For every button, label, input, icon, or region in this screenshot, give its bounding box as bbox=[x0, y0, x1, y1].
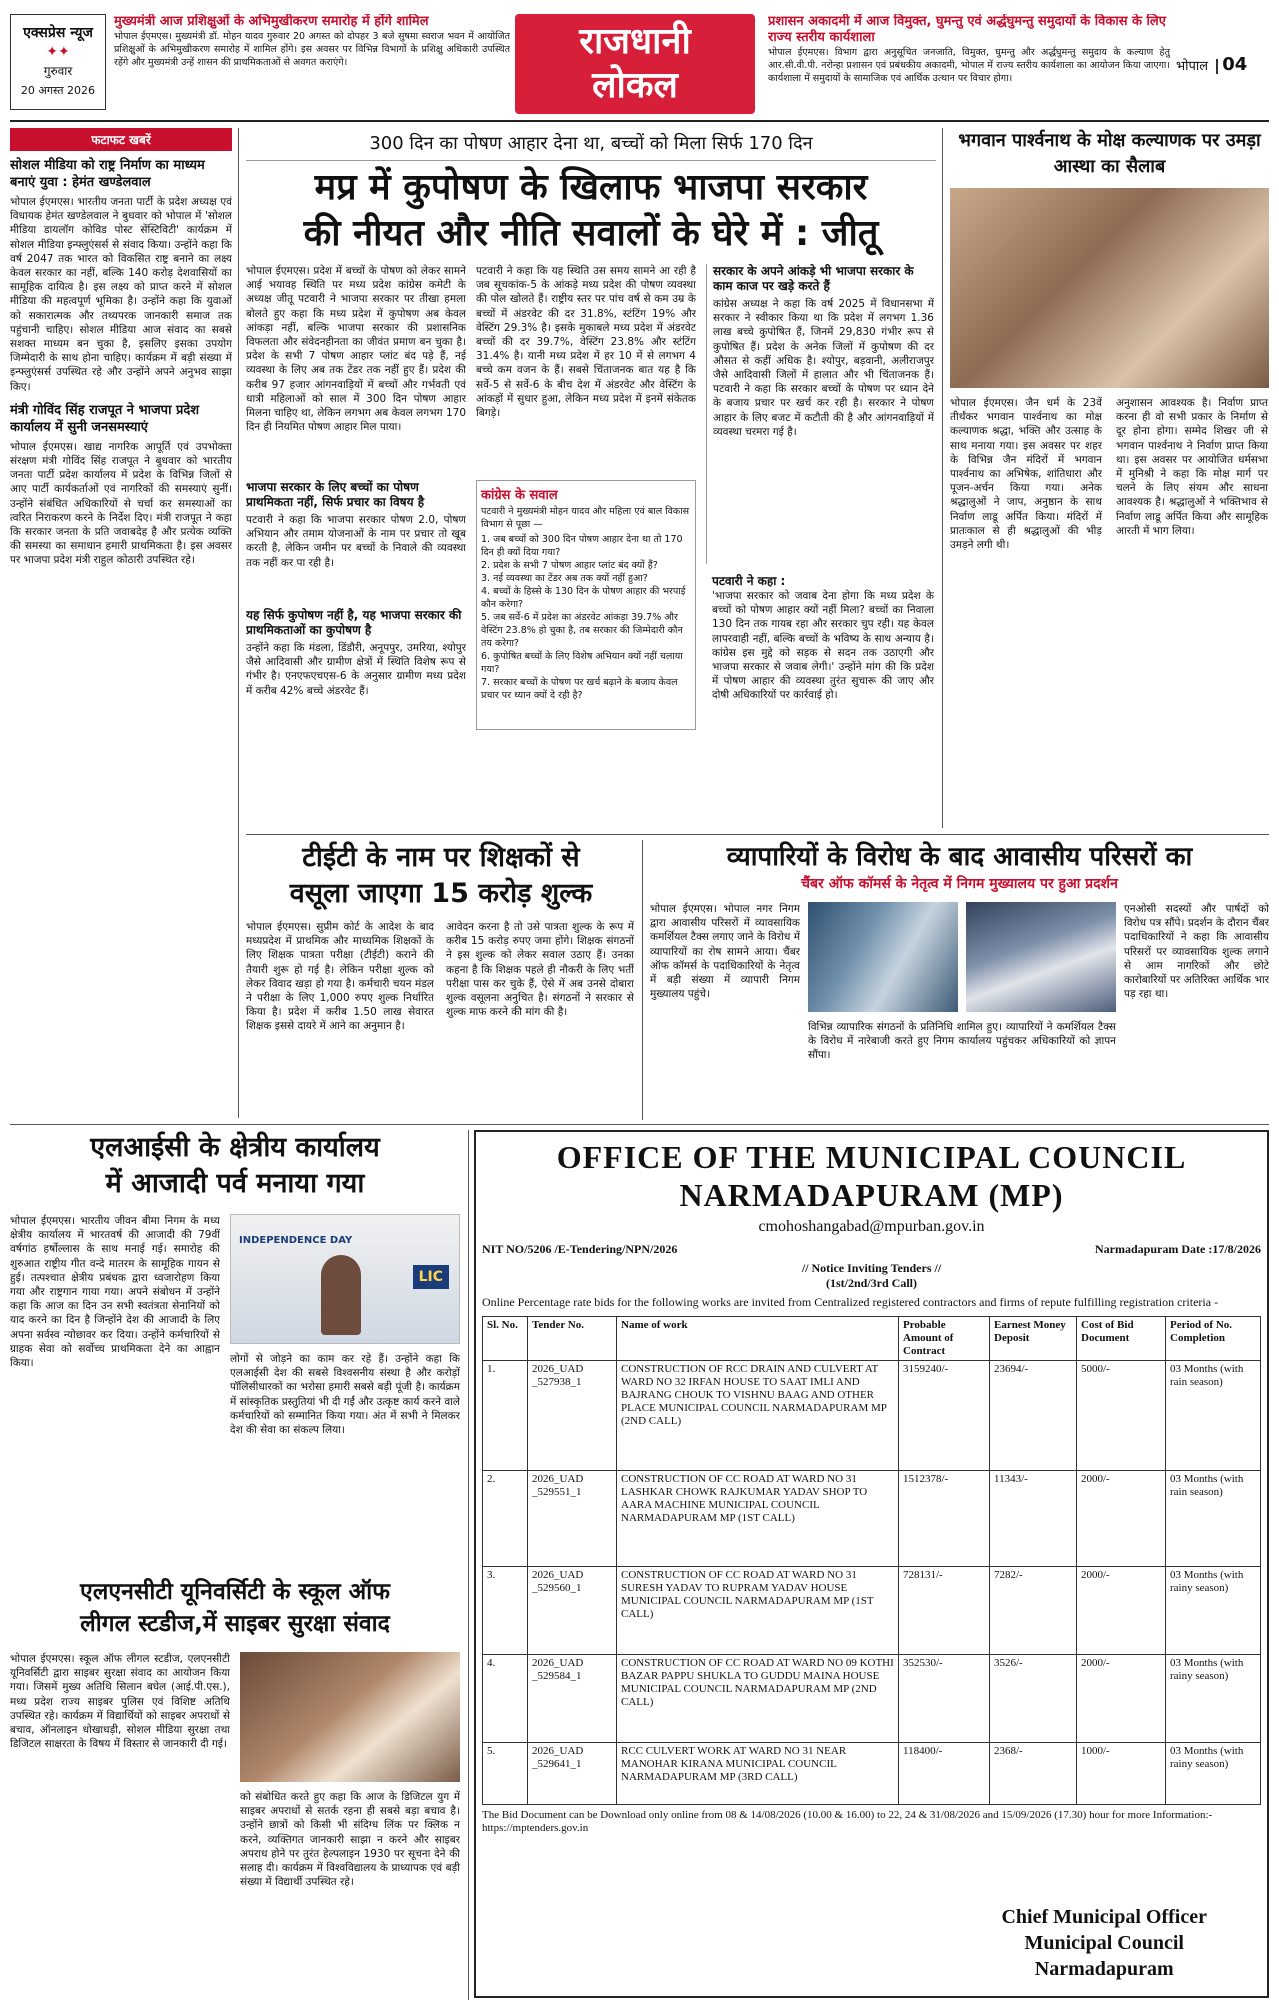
cell-amount: 118400/- bbox=[899, 1743, 990, 1805]
tender-footer-note: The Bid Document can be Download only online from 08 & 14/08/2026 (10.00 & 16.00) to 22, 24 & 31/08/2026 and 15/09/2026 (17.30) hour for more Information:-https://mptenders.gov.in bbox=[482, 1809, 1213, 1834]
lnct-text: भोपाल ईएमएस। स्कूल ऑफ लीगल स्टडीज, एलएनसीटी यूनिवर्सिटी द्वारा साइबर सुरक्षा संवाद का आयोजन किया गया। जिसमें मुख्य अतिथि सिलान बघेल (आई.पी.एस.), मध्य प्रदेश राज्य साइबर पुलिस एवं विशिष्ट अतिथि उपस्थित रहे। कार्यक्रम में विद्यार्थियों को साइबर अपराधों से बचाव, ऑनलाइन धोखाधड़ी, सोशल मीडिया सुरक्षा तथा डिजिटल साक्षरता के विषय में विस्तार से जानकारी दी गई। bbox=[10, 1653, 230, 1751]
lic-story bbox=[10, 1130, 460, 1570]
tender-table bbox=[482, 1316, 1261, 1805]
teacher-headline-line2: वसूला जाएगा 15 करोड़ शुल्क bbox=[289, 878, 593, 909]
top-right-headline: प्रशासन अकादमी में आज विमुक्त, घुमन्तु एवं अर्द्धघुमन्तु समुदायों के विकास के लिए राज्य स्तरीय कार्यशाला bbox=[768, 14, 1166, 45]
lead-col2: पटवारी ने कहा कि यह स्थिति उस समय सामने आ रही है जब सूचकांक-5 के आंकड़े मध्य प्रदेश की पोषण व्यवस्था की पोल खोलते हैं। राष्ट्रीय स्तर पर पांच वर्ष से कम उम्र के बच्चों में अंडरवेट की दर 31.8%, स्टंटिंग 19% और वेस्टिंग 29.3% है। इसके मुकाबले मध्य प्रदेश में अंडरवेट बच्चों की दर 39.7%, वेस्टिंग 23.8% और स्टंटिंग 31.4% है। यानी मध्य प्रदेश में हर 10 में से लगभग 4 बच्चे कम वजन के हैं। सबसे चिंताजनक बात यह है कि सर्वे-5 से सर्वे-6 के बीच देश में अंडरवेट और वेस्टिंग के आंकड़ों में सुधार हुआ, लेकिन मध्य प्रदेश में इनमें संकेतक बिगड़े। bbox=[476, 265, 696, 420]
questions-intro: पटवारी ने मुख्यमंत्री मोहन यादव और महिला एवं बाल विकास विभाग से पूछा — bbox=[481, 506, 690, 530]
brand-box bbox=[10, 14, 106, 110]
top-left-brief bbox=[114, 14, 510, 110]
brand-ornament-icon: ✦✦ bbox=[46, 44, 70, 60]
fatafat-column bbox=[10, 128, 232, 1128]
lead-story bbox=[246, 128, 936, 828]
temple-photo bbox=[950, 188, 1269, 388]
independence-banner: INDEPENDENCE DAY bbox=[239, 1235, 353, 1246]
table-row bbox=[483, 1567, 1261, 1655]
questions-list: 1. जब बच्चों को 300 दिन पोषण आहार देना था तो 170 दिन ही क्यों दिया गया? 2. प्रदेश के सभी 7 पोषण आहार प्लांट बंद क्यों हैं? 3. नई व्यवस्था का टेंडर अब तक क्यों नहीं हुआ? 4. बच्चों के हिस्से के 130 दिन के पोषण आहार की भरपाई कौन करेगा? 5. जब सर्वे-6 में प्रदेश का अंडरवेट आंकड़ा 39.7% और वेस्टिंग 23.8% हो चुका है, तब सरकार की जिम्मेदारी कौन तय करेगा? 6. कुपोषित बच्चों के लिए विशेष अभियान क्यों नहीं चलाया गया? 7. सरकार बच्चों के पोषण पर खर्च बढ़ाने के बजाय केवल प्रचार पर ध्यान क्यों दे रही है? bbox=[481, 534, 686, 701]
cell-work: CONSTRUCTION OF RCC DRAIN AND CULVERT AT WARD NO 32 IRFAN HOUSE TO SAAT IMLI AND BAJRANG CHOUK TO VISHNU BAAG AND OTHER PLACE MUNICIPAL COUNCIL NARMADAPURAM MP (2ND CALL) bbox=[617, 1361, 899, 1471]
lead-sub1-headline: भाजपा सरकार के लिए बच्चों का पोषण प्राथमिकता नहीं, सिर्फ प्रचार का विषय है bbox=[246, 480, 425, 509]
cell-cost: 2000/- bbox=[1077, 1567, 1166, 1655]
podium-figure-icon bbox=[321, 1255, 361, 1335]
notice-title: // Notice Inviting Tenders // bbox=[801, 1261, 942, 1275]
cell-sl: 1. bbox=[483, 1361, 528, 1471]
tender-title-line2: NARMADAPURAM (MP) bbox=[679, 1177, 1064, 1213]
section-title-line2: लोकल bbox=[592, 65, 678, 106]
lead-sub2-headline: यह सिर्फ कुपोषण नहीं है, यह भाजपा सरकार की प्राथमिकताओं का कुपोषण है bbox=[246, 608, 462, 637]
cell-emd: 11343/- bbox=[990, 1471, 1077, 1567]
cell-work: CONSTRUCTION OF CC ROAD AT WARD NO 31 LASHKAR CHOWK RAJKUMAR YADAV SHOP TO AARA MACHINE MUNICIPAL COUNCIL NARMADAPURAM MP (1ST CALL) bbox=[617, 1471, 899, 1567]
cell-amount: 352530/- bbox=[899, 1655, 990, 1743]
tender-title-line1: OFFICE OF THE MUNICIPAL COUNCIL bbox=[556, 1139, 1187, 1175]
traders-col1: भोपाल ईएमएस। भोपाल नगर निगम द्वारा आवासीय परिसरों में व्यावसायिक कमर्शियल टैक्स लगाए जाने के विरोध में व्यापारियों का रोष सामने आया। चैंबर ऑफ कॉमर्स के पदाधिकारियों के नेतृत्व में बड़ी संख्या में व्यापारी निगम मुख्यालय पहुंचे। bbox=[650, 903, 800, 1001]
cell-work: RCC CULVERT WORK AT WARD NO 31 NEAR MANOHAR KIRANA MUNICIPAL COUNCIL NARMADAPURAM MP (3RD CALL) bbox=[617, 1743, 899, 1805]
cell-cost: 2000/- bbox=[1077, 1471, 1166, 1567]
cell-sl: 5. bbox=[483, 1743, 528, 1805]
tender-intro: Online Percentage rate bids for the following works are invited from Centralized registered contractors and firms of repute fulfilling registration criteria - bbox=[482, 1295, 1219, 1309]
cell-emd: 3526/- bbox=[990, 1655, 1077, 1743]
lnct-story bbox=[10, 1576, 460, 1996]
cell-cost: 2000/- bbox=[1077, 1655, 1166, 1743]
cell-amount: 728131/- bbox=[899, 1567, 990, 1655]
cell-emd: 2368/- bbox=[990, 1743, 1077, 1805]
cell-tender-no: 2026_UAD _529641_1 bbox=[528, 1743, 617, 1805]
cell-period: 03 Months (with rainy season) bbox=[1166, 1567, 1261, 1655]
signature-block bbox=[1001, 1904, 1207, 1982]
page-number: 04 bbox=[1222, 54, 1248, 75]
lead-box-headline: सरकार के अपने आंकड़े भी भाजपा सरकार के काम काज पर खड़े करते हैं bbox=[713, 264, 914, 293]
cell-sl: 3. bbox=[483, 1567, 528, 1655]
lead-col1: भोपाल ईएमएस। प्रदेश में बच्चों के पोषण को लेकर सामने आई भयावह स्थिति पर मध्य प्रदेश कांग्रेस कमेटी के अध्यक्ष जीतू पटवारी ने भाजपा सरकार पर तीखा हमला बोलते हुए कहा कि मध्य प्रदेश में कुपोषण अब केवल आंकड़ा नहीं, बल्कि भाजपा सरकार की प्रशासनिक विफलता और संवेदनहीनता का जीवंत प्रमाण बन चुका है। प्रदेश के सभी 7 पोषण आहार प्लांट बंद पड़े हैं, नई व्यवस्था के लिए अब तक टेंडर तक नहीं हुए हैं। प्रदेश की करीब 97 हजार आंगनवाड़ियों में बच्चों और गर्भवती एवं धात्री महिलाओं को साल में 300 दिन पोषण आहार मिलना चाहिए था, लेकिन लगभग अब केवल लगभग 170 दिन ही नियमित पोषण आहार मिल पाया। bbox=[246, 265, 466, 434]
top-left-text: भोपाल ईएमएस। मुख्यमंत्री डॉ. मोहन यादव गुरुवार 20 अगस्त को दोपहर 3 बजे सुषमा स्वराज भवन में आयोजित प्रशिक्षुओं के अभिमुखीकरण समारोह में शामिल होंगे। इस अवसर पर विभिन्न विभागों के प्रशिक्षु अधिकारी उपस्थित रहेंगे और मुख्यमंत्री उन्हें शासन की प्राथमिकताओं से अवगत कराएंगे। bbox=[114, 31, 510, 68]
lead-sub2 bbox=[246, 608, 466, 728]
fatafat-item2-headline: मंत्री गोविंद सिंह राजपूत ने भाजपा प्रदेश कार्यालय में सुनी जनसमस्याएं bbox=[10, 402, 200, 435]
traders-headline: व्यापारियों के विरोध के बाद आवासीय परिसरों का bbox=[726, 842, 1193, 872]
column-divider bbox=[468, 1130, 469, 2000]
lic-headline-line1: एलआईसी के क्षेत्रीय कार्यालय bbox=[90, 1132, 380, 1163]
signatory-office: Municipal Council bbox=[1024, 1932, 1184, 1954]
cell-work: CONSTRUCTION OF CC ROAD AT WARD NO 31 SURESH YADAV TO RUPRAM YADAV HOUSE MUNICIPAL COUNCIL NARMADAPURAM MP (1ST CALL) bbox=[617, 1567, 899, 1655]
traders-photo-1 bbox=[808, 902, 958, 1012]
tender-table-header bbox=[483, 1317, 1261, 1361]
lead-box-text: कांग्रेस अध्यक्ष ने कहा कि वर्ष 2025 में विधानसभा में सरकार ने स्वीकार किया था कि प्रदेश में लगभग 1.36 लाख बच्चे कुपोषित हैं, जिनमें 29,830 गंभीर रूप से कुपोषित हैं। प्रदेश के अनेक जिलों में कुपोषण की दर औसत से कहीं अधिक है। श्योपुर, बड़वानी, अलीराजपुर जैसे आदिवासी जिलों में हालात और भी चिंताजनक हैं। पटवारी ने कहा कि सरकार बच्चों के पोषण पर ध्यान देने के बजाय प्रचार पर खर्च कर रही है। सरकार ने पोषण आहार के लिए बजट में कटौती की है और आंगनवाड़ियों में व्यवस्था चरमरा गई है। bbox=[713, 298, 934, 438]
issue-day: गुरुवार bbox=[43, 64, 73, 78]
lic-logo: LIC bbox=[413, 1265, 449, 1289]
cell-period: 03 Months (with rainy season) bbox=[1166, 1743, 1261, 1805]
masthead-rule bbox=[10, 120, 1269, 122]
cell-amount: 3159240/- bbox=[899, 1361, 990, 1471]
teacher-story bbox=[246, 840, 636, 1120]
cell-cost: 1000/- bbox=[1077, 1743, 1166, 1805]
fatafat-item2-text: भोपाल ईएमएस। खाद्य नागरिक आपूर्ति एवं उपभोक्ता संरक्षण मंत्री गोविंद सिंह राजपूत ने बुधवार को भारतीय जनता पार्टी प्रदेश कार्यालय में प्रदेश के विभिन्न जिलों से आए पार्टी कार्यकर्ताओं एवं नागरिकों की समस्याएं सुनीं। उन्होंने संबंधित अधिकारियों से चर्चा कर समस्याओं का त्वरित निराकरण करने के निर्देश दिए। मंत्री राजपूत ने कहा कि सरकार जनता के प्रति जवाबदेह है और प्रत्येक व्यक्ति की समस्या का समाधान हमारी प्राथमिकता है। इस अवसर पर भाजपा प्रदेश मंत्री राहुल कोठारी उपस्थित रहे। bbox=[10, 440, 232, 567]
section-banner bbox=[515, 14, 755, 114]
lead-kicker: 300 दिन का पोषण आहार देना था, बच्चों को मिला सिर्फ 170 दिन bbox=[246, 128, 936, 161]
top-right-text: भोपाल ईएमएस। विभाग द्वारा अनुसूचित जनजाति, विमुक्त, घुमन्तु और अर्द्धघुमन्तु समुदाय के कल्याण हेतु आर.सी.वी.पी. नरोन्हा प्रशासन एवं प्रबंधकीय अकादमी, भोपाल में राज्य स्तरीय कार्यशाला का आयोजन किया जाएगा। कार्यशाला में समुदायों के सामाजिक एवं आर्थिक उत्थान पर विचार होगा। bbox=[768, 47, 1170, 84]
city-label: भोपाल bbox=[1176, 59, 1209, 74]
temple-headline: भगवान पार्श्वनाथ के मोक्ष कल्याणक पर उमड़ा आस्था का सैलाब bbox=[958, 130, 1261, 177]
column-divider bbox=[642, 840, 643, 1120]
cell-cost: 5000/- bbox=[1077, 1361, 1166, 1471]
col-header: Cost of Bid Document bbox=[1077, 1317, 1166, 1361]
traders-col2: विभिन्न व्यापारिक संगठनों के प्रतिनिधि शामिल हुए। व्यापारियों ने कमर्शियल टैक्स के विरोध में नारेबाजी करते हुए निगम कार्यालय पहुंचकर अधिकारियों को ज्ञापन सौंपा। bbox=[808, 1021, 1116, 1062]
lic-photo bbox=[230, 1214, 460, 1344]
col-header: Period of No. Completion bbox=[1166, 1317, 1261, 1361]
table-row bbox=[483, 1471, 1261, 1567]
cell-tender-no: 2026_UAD _529551_1 bbox=[528, 1471, 617, 1567]
lead-sub1-text: पटवारी ने कहा कि भाजपा सरकार पोषण 2.0, पोषण अभियान और तमाम योजनाओं के नाम पर प्रचार तो खूब करती है, लेकिन जमीन पर बच्चों के निवाले की व्यवस्था तक नहीं कर पा रही है। bbox=[246, 514, 466, 569]
top-right-brief bbox=[768, 14, 1170, 110]
section-title-line1: राजधानी bbox=[579, 21, 691, 62]
lic-text: भोपाल ईएमएस। भारतीय जीवन बीमा निगम के मध्य क्षेत्रीय कार्यालय में भारतवर्ष की आजादी की 79वीं वर्षगांठ हर्षोल्लास के साथ मनाई गई। समारोह की शुरुआत राष्ट्रीय गीत वन्दे मातरम के सामूहिक गायन से हुई। तत्पश्चात क्षेत्रीय प्रबंधक द्वारा ध्वजारोहण किया गया और राष्ट्रगान गाया गया। अपने संबोधन में उन्होंने कहा कि आज का दिन उन सभी स्वतंत्रता सेनानियों को याद करने का दिन है जिन्होंने देश की आजादी के लिए अपना सर्वस्व न्योछावर कर दिया। उन्होंने कर्मचारियों से ग्राहक सेवा को सर्वोच्च प्राथमिकता देने का आह्वान किया। bbox=[10, 1215, 220, 1370]
questions-headline: कांग्रेस के सवाल bbox=[481, 488, 558, 503]
lead-figures-box bbox=[706, 264, 934, 564]
tender-date: Narmadapuram Date :17/8/2026 bbox=[1095, 1242, 1261, 1256]
page-locator bbox=[1176, 54, 1269, 84]
teacher-headline-line1: टीईटी के नाम पर शिक्षकों से bbox=[302, 842, 580, 873]
temple-col2: अनुशासन आवश्यक है। निर्वाण प्राप्त करना ही वो सभी प्रकार के निर्माण से दूर होना होगा। सम्मेद शिखर जी से भगवान पार्श्वनाथ ने निर्वाण प्राप्त किया था। इस अवसर पर आयोजित धर्मसभा में मुनिश्री ने कहा कि मोक्ष मार्ग पर चलने के लिए संयम और साधना आवश्यक है। श्रद्धालुओं ने भक्तिभाव से निर्वाण लाडू अर्पित किया और सामूहिक आरती में भाग लिया। bbox=[1116, 397, 1268, 537]
lead-sub2-text: उन्होंने कहा कि मंडला, डिंडौरी, अनूपपुर, उमरिया, श्योपुर जैसे आदिवासी और ग्रामीण क्षेत्रों में स्थिति विशेष रूप से गंभीर है। एनएफएचएस-6 के अनुसार ग्रामीण मध्य प्रदेश में करीब 42% बच्चे अंडरवेट हैं। bbox=[246, 642, 466, 697]
call-number: (1st/2nd/3rd Call) bbox=[825, 1276, 917, 1290]
cell-period: 03 Months (with rain season) bbox=[1166, 1471, 1261, 1567]
signatory-title: Chief Municipal Officer bbox=[1001, 1906, 1207, 1928]
lead-headline-line1: मप्र में कुपोषण के खिलाफ भाजपा सरकार bbox=[314, 167, 868, 208]
traders-col3: एनओसी सदस्यों और पार्षदों को विरोध पत्र सौंपे। प्रदर्शन के दौरान चैंबर पदाधिकारियों ने कहा कि आवासीय परिसरों पर व्यावसायिक शुल्क लगाने से आम नागरिकों और छोटे कारोबारियों पर अतिरिक्त आर्थिक भार पड़ रहा था। bbox=[1124, 903, 1269, 1001]
masthead bbox=[10, 14, 1269, 114]
traders-story bbox=[650, 840, 1269, 1120]
cell-tender-no: 2026_UAD _529560_1 bbox=[528, 1567, 617, 1655]
signatory-place: Narmadapuram bbox=[1034, 1958, 1174, 1980]
quote-headline: पटवारी ने कहा : bbox=[712, 574, 786, 588]
traders-subhead: चैंबर ऑफ कॉमर्स के नेतृत्व में निगम मुख्यालय पर हुआ प्रदर्शन bbox=[801, 876, 1118, 892]
section-rule bbox=[10, 1124, 1269, 1125]
cell-work: CONSTRUCTION OF CC ROAD AT WARD NO 09 KOTHI BAZAR PAPPU SHUKLA TO GUDDU MAINA HOUSE MUNICIPAL COUNCIL NARMADAPURAM MP (2ND CALL) bbox=[617, 1655, 899, 1743]
cell-sl: 4. bbox=[483, 1655, 528, 1743]
cell-sl: 2. bbox=[483, 1471, 528, 1567]
lead-sub1 bbox=[246, 480, 466, 600]
col-header: Earnest Money Deposit bbox=[990, 1317, 1077, 1361]
col-header: Probable Amount of Contract bbox=[899, 1317, 990, 1361]
col-header: Name of work bbox=[617, 1317, 899, 1361]
cell-tender-no: 2026_UAD _527938_1 bbox=[528, 1361, 617, 1471]
teacher-col2: आवेदन करना है तो उसे पात्रता शुल्क के रूप में करीब 15 करोड़ रुपए जमा होंगे। शिक्षक संगठनों ने इस शुल्क को लेकर सवाल उठाए हैं। उनका कहना है कि शिक्षक पहले ही नौकरी के लिए भर्ती परीक्षा पास कर चुके हैं, ऐसे में अब उनसे दोबारा शुल्क वसूलना अनुचित है। संगठनों ने सरकार से शुल्क माफ करने की मांग की है। bbox=[446, 921, 634, 1019]
lnct-headline-line2: लीगल स्टडीज,में साइबर सुरक्षा संवाद bbox=[80, 1611, 390, 1637]
table-row bbox=[483, 1361, 1261, 1471]
teacher-col1: भोपाल ईएमएस। सुप्रीम कोर्ट के आदेश के बाद मध्यप्रदेश में प्राथमिक और माध्यमिक शिक्षकों के लिए शिक्षक पात्रता परीक्षा (टीईटी) कराने की तैयारी शुरू हो गई है। लेकिन परीक्षा शुल्क को लेकर विवाद खड़ा हो गया है। कर्मचारी चयन मंडल ने परीक्षा के लिए 1,000 रुपए शुल्क निर्धारित किया है। प्रदेश में करीब 1.50 लाख सेवारत शिक्षक इससे दायरे में आने का अनुमान है। bbox=[246, 921, 434, 1033]
temple-col1: भोपाल ईएमएस। जैन धर्म के 23वें तीर्थंकर भगवान पार्श्वनाथ का मोक्ष कल्याणक श्रद्धा, भक्ति और उत्साह के साथ मनाया गया। इस अवसर पर शहर के विभिन्न जैन मंदिरों में भगवान पार्श्वनाथ का अभिषेक, शांतिधारा और पूजन-अर्चन किया गया। अनेक श्रद्धालुओं ने जाप, अनुष्ठान के साथ निर्वाण लाडू अर्पित किया। मंदिरों में प्रातःकाल से ही श्रद्धालुओं की भीड़ उमड़ने लगी थी। bbox=[950, 397, 1102, 552]
traders-photo-2 bbox=[966, 902, 1116, 1012]
congress-questions-box bbox=[476, 480, 696, 730]
quote-text: 'भाजपा सरकार को जवाब देना होगा कि मध्य प्रदेश के बच्चों को पोषण आहार क्यों नहीं मिला? बच्चों का निवाला 130 दिन तक गायब रहा और सरकार चुप रही। यह केवल लापरवाही नहीं, बल्कि बच्चों के भविष्य के साथ अन्याय है। कांग्रेस इस मुद्दे को सड़क से सदन तक उठाएगी और भाजपा सरकार से जवाब लेगी।' उन्होंने मांग की कि प्रदेश में पोषण आहार की व्यवस्था तुरंत सुचारू की जाए और दोषी अधिकारियों पर कार्रवाई हो। bbox=[712, 590, 934, 702]
fatafat-item1-text: भोपाल ईएमएस। भारतीय जनता पार्टी के प्रदेश अध्यक्ष एवं विधायक हेमंत खण्डेलवाल ने बुधवार को भोपाल में 'सोशल मीडिया डायलॉग कोविड पोस्ट सेंस्टिविटी' कार्यक्रम में सोशल मीडिया इन्फ्लुएंसर्स से संवाद किया। उन्होंने कहा कि वर्ष 2047 तक भारत को विकसित राष्ट्र बनाने का लक्ष्य केवल सरकार का नहीं, बल्कि 140 करोड़ देशवासियों का सामूहिक दायित्व है। इस लक्ष्य को प्राप्त करने में सोशल मीडिया की महत्वपूर्ण भूमिका है। उन्होंने कहा कि युवाओं को सकारात्मक और तथ्यपरक जानकारी समाज तक पहुंचानी चाहिए। सोशल मीडिया आज संवाद का सबसे सशक्त माध्यम बन चुका है, इसलिए इसका उपयोग जिम्मेदारी के साथ होना चाहिए। कार्यक्रम में बड़ी संख्या में इन्फ्लुएंसर्स उपस्थित रहे और उन्होंने अपने अनुभव साझा किए। bbox=[10, 196, 232, 393]
cell-tender-no: 2026_UAD _529584_1 bbox=[528, 1655, 617, 1743]
issue-date: 20 अगस्त 2026 bbox=[20, 84, 96, 97]
nit-number: NIT NO/5206 /E-Tendering/NPN/2026 bbox=[482, 1242, 678, 1256]
temple-story bbox=[950, 128, 1269, 828]
lic-headline-line2: में आजादी पर्व मनाया गया bbox=[105, 1168, 365, 1199]
cell-period: 03 Months (with rainy season) bbox=[1166, 1655, 1261, 1743]
lnct-headline-line1: एलएनसीटी यूनिवर्सिटी के स्कूल ऑफ bbox=[80, 1579, 390, 1605]
col-header: Sl. No. bbox=[483, 1317, 528, 1361]
cell-emd: 23694/- bbox=[990, 1361, 1077, 1471]
col-header: Tender No. bbox=[528, 1317, 617, 1361]
cell-amount: 1512378/- bbox=[899, 1471, 990, 1567]
top-left-headline: मुख्यमंत्री आज प्रशिक्षुओं के अभिमुखीकरण समारोह में होंगे शामिल bbox=[114, 14, 429, 29]
column-divider bbox=[238, 128, 239, 1118]
section-rule bbox=[246, 834, 1269, 835]
lic-text2: लोगों से जोड़ने का काम कर रहे हैं। उन्होंने कहा कि एलआईसी देश की सबसे विश्वसनीय संस्था है और करोड़ों पॉलिसीधारकों का भरोसा हमारी सबसे बड़ी पूंजी है। कार्यक्रम में सांस्कृतिक प्रस्तुतियां भी दी गईं और उत्कृष्ट कार्य करने वाले कर्मचारियों को सम्मानित किया गया। अंत में सभी ने मिलकर देश की सेवा का संकल्प लिया। bbox=[230, 1353, 460, 1437]
column-divider bbox=[942, 128, 943, 828]
lnct-photo bbox=[240, 1652, 460, 1782]
brand-name: एक्सप्रेस न्यूज bbox=[23, 25, 93, 41]
tender-notice bbox=[474, 1130, 1269, 1998]
cell-period: 03 Months (with rain season) bbox=[1166, 1361, 1261, 1471]
table-row bbox=[483, 1743, 1261, 1805]
lead-headline-line2: की नीयत और नीति सवालों के घेरे में : जीतू bbox=[303, 213, 879, 254]
lnct-text2: को संबोधित करते हुए कहा कि आज के डिजिटल युग में साइबर अपराधों से सतर्क रहना ही सबसे बड़ा बचाव है। उन्होंने छात्रों को किसी भी संदिग्ध लिंक पर क्लिक न करने, व्यक्तिगत जानकारी साझा न करने और साइबर अपराध होने पर तुरंत हेल्पलाइन 1930 पर सूचना देने की सलाह दी। कार्यक्रम में विश्वविद्यालय के प्राध्यापक एवं बड़ी संख्या में विद्यार्थी उपस्थित रहे। bbox=[240, 1791, 460, 1889]
cell-emd: 7282/- bbox=[990, 1567, 1077, 1655]
tender-email: cmohoshangabad@mpurban.gov.in bbox=[758, 1218, 985, 1235]
fatafat-label: फटाफट खबरें bbox=[10, 128, 232, 151]
patwari-quote bbox=[706, 572, 934, 732]
fatafat-item1-headline: सोशल मीडिया को राष्ट्र निर्माण का माध्यम बनाएं युवा : हेमंत खण्डेलवाल bbox=[10, 158, 205, 190]
table-row bbox=[483, 1655, 1261, 1743]
